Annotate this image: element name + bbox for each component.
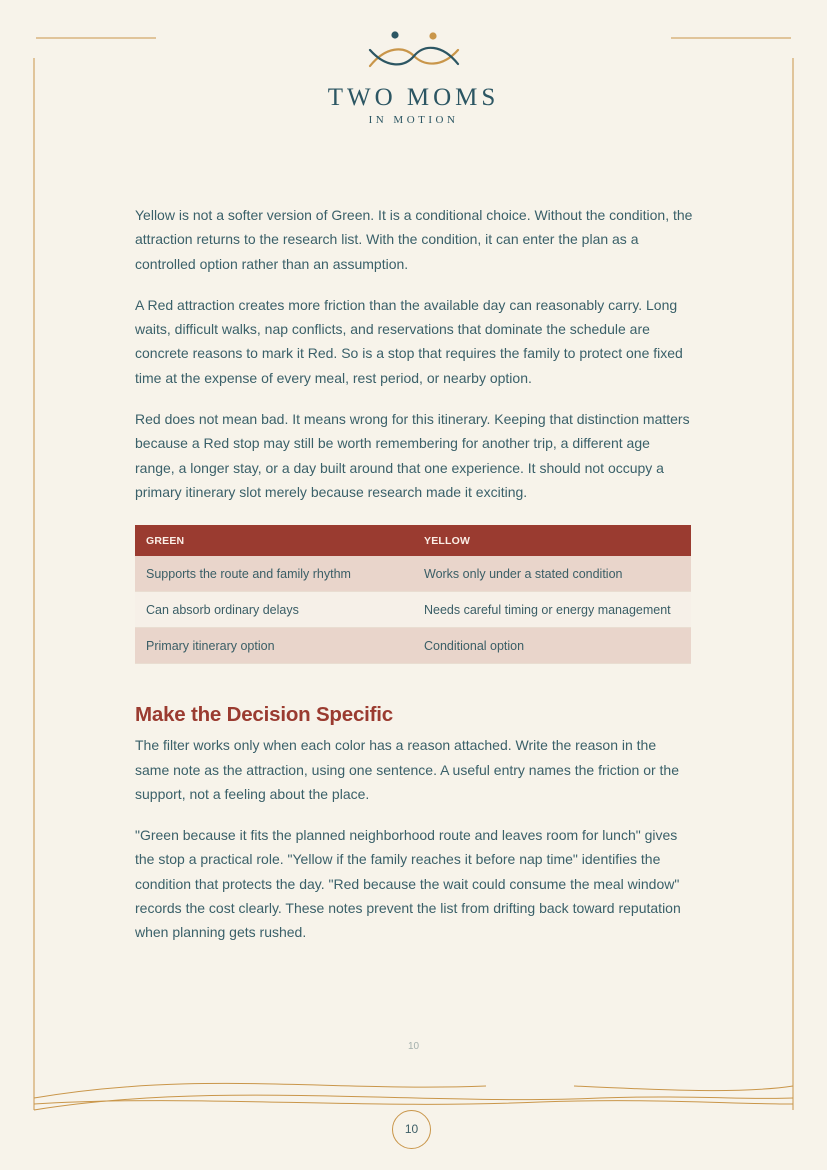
table-cell: Supports the route and family rhythm: [135, 556, 413, 592]
table-header-green: GREEN: [135, 525, 413, 556]
page-number-small: 10: [407, 1041, 420, 1052]
brand-tagline: IN MOTION: [368, 114, 459, 126]
logo-icon: [364, 28, 462, 74]
bottom-wave-2: [574, 1086, 793, 1091]
table-row: [135, 628, 691, 664]
table-cell: Conditional option: [413, 628, 691, 664]
table-cell: Primary itinerary option: [135, 628, 413, 664]
bottom-wave-1: [34, 1083, 486, 1098]
comparison-table: [135, 525, 691, 664]
body-paragraph: A Red attraction creates more friction than the available day can reasonably carry. Long waits, difficult walks, nap conflicts, and reservations that dominate the schedule are concrete reasons to mark it Red. So is a stop that requires the family to protect one fixed time at the expense of every meal, rest period, or nearby option.: [135, 296, 683, 386]
body-paragraph: Red does not mean bad. It means wrong for this itinerary. Keeping that distinction matters because a Red stop may still be worth remembering for another trip, a different age range, a longer stay, or a day built around that one experience. It should not occupy a primary itinerary slot merely because research made it exciting.: [135, 411, 690, 500]
table-row: [135, 592, 691, 628]
bottom-wave-3: [34, 1095, 793, 1110]
table-cell: Works only under a stated condition: [413, 556, 691, 592]
bottom-wave-4: [34, 1101, 793, 1105]
body-paragraph: The filter works only when each color has a reason attached. Write the reason in the same note as the attraction, using one sentence. A useful entry names the friction or the support, not a feeling about the place.: [135, 737, 679, 802]
table-header-row: [135, 525, 691, 556]
table-cell: Can absorb ordinary delays: [135, 592, 413, 628]
section-heading: Make the Decision Specific: [135, 703, 393, 727]
body-paragraph: "Green because it fits the planned neighborhood route and leaves room for lunch" gives the stop a practical role. "Yellow if the family reaches it before nap time" identifies the condition that protects the day. "Red because the wait could consume the meal window" records the cost clearly. These notes prevent the list from drifting back toward reputation when planning gets rushed.: [135, 827, 681, 941]
table-header-yellow: YELLOW: [413, 525, 691, 556]
body-paragraph: Yellow is not a softer version of Green. It is a conditional choice. Without the condition, the attraction returns to the research list. With the condition, it can enter the plan as a controlled option rather than an assumption.: [135, 207, 693, 272]
table-row: [135, 556, 691, 592]
page-number-badge: 10: [392, 1110, 431, 1149]
main-content: [135, 203, 693, 962]
table-cell: Needs careful timing or energy management: [413, 592, 691, 628]
brand-name: TWO MOMS: [327, 84, 500, 111]
